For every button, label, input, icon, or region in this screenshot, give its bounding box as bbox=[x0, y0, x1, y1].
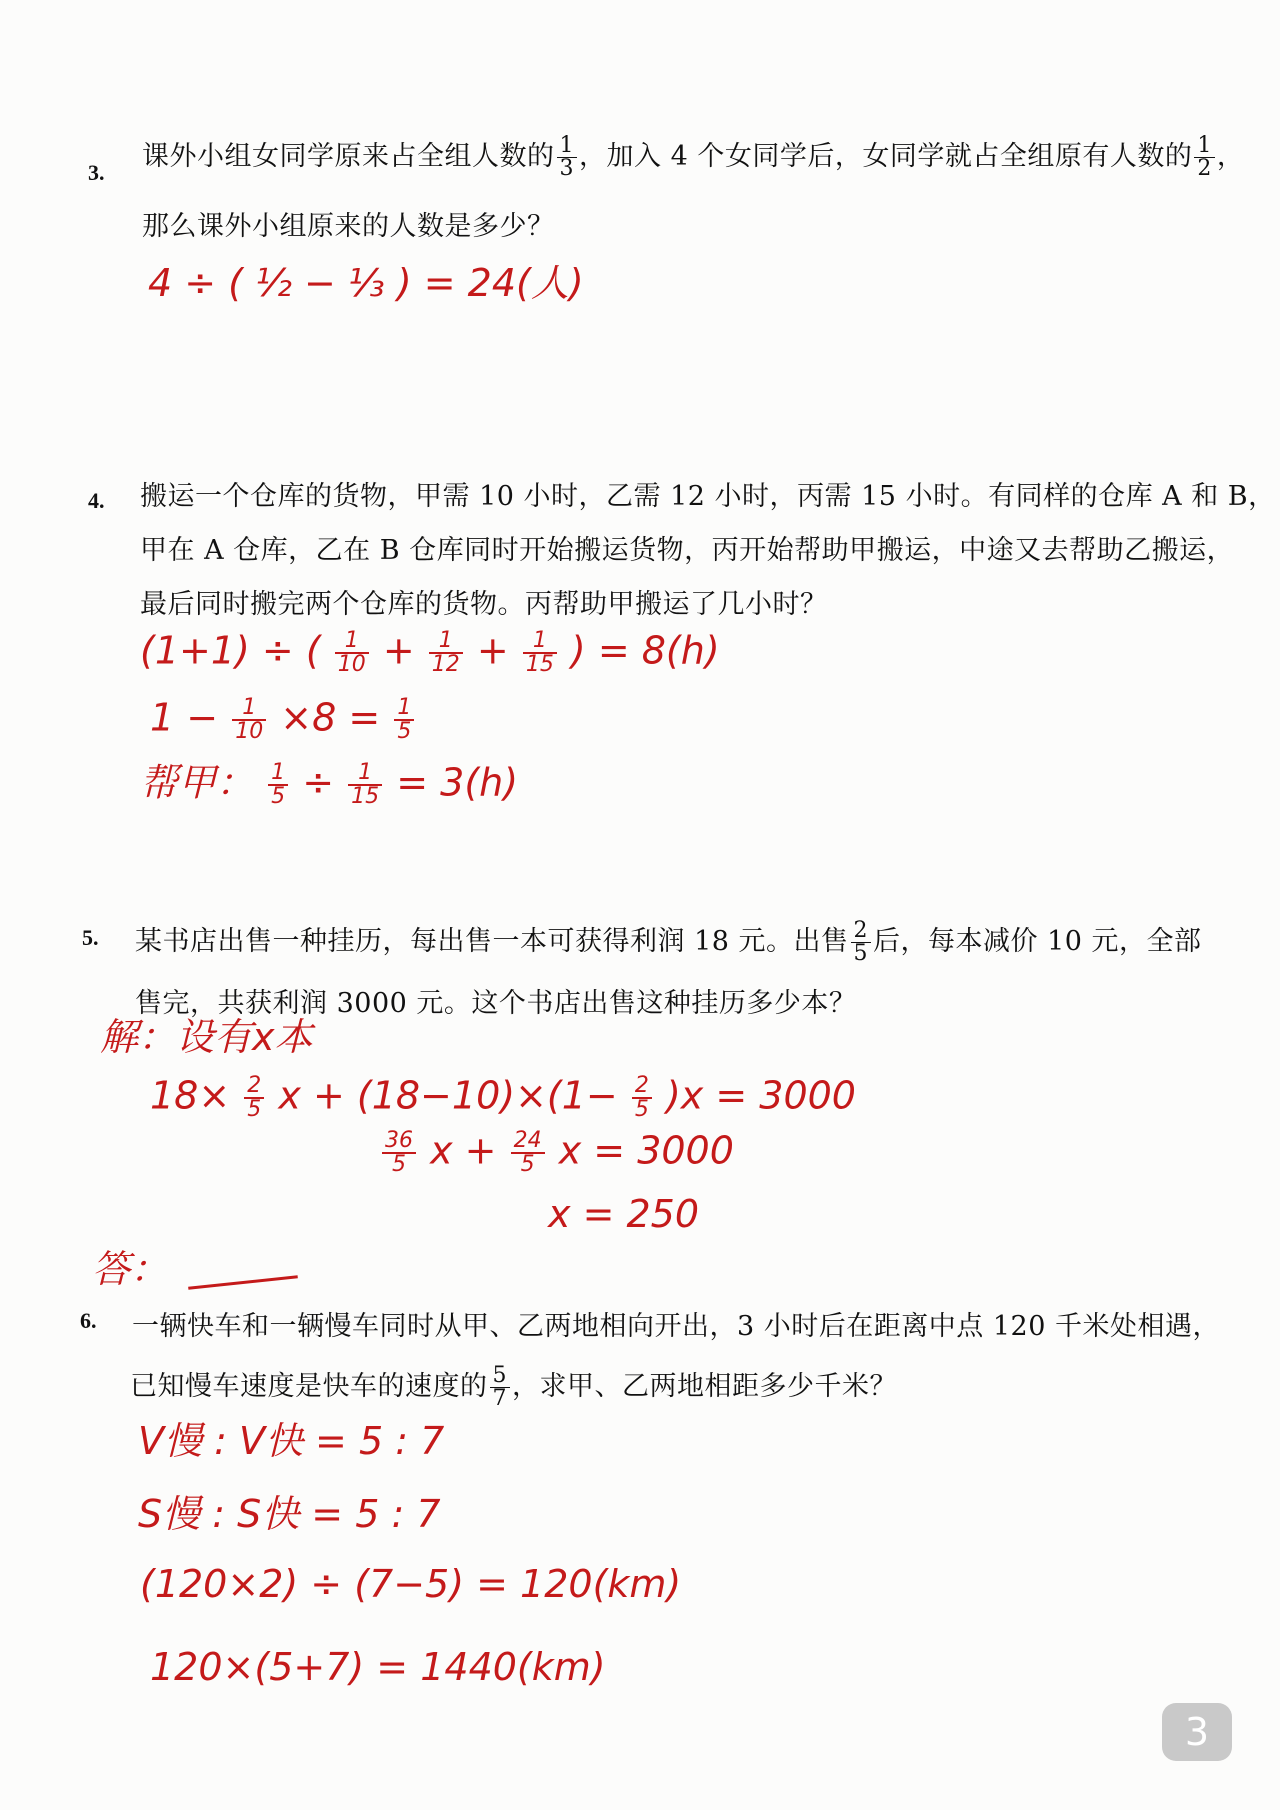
q6-number: 6. bbox=[80, 1308, 97, 1333]
q3-text-line2: 那么课外小组原来的人数是多少？ bbox=[142, 211, 555, 242]
q5-text-line2: 售完，共获利润 3000 元。这个书店出售这种挂历多少本？ bbox=[135, 988, 857, 1019]
q6-text-line2: 已知慢车速度是快车的速度的 $\frac{5}{7}$ ，求甲、乙两地相距多少千米？ bbox=[130, 1363, 897, 1411]
q4-handwritten-step3: 帮甲： $\frac{1}{5}$ ÷ $\frac{1}{15}$ = 3(h) bbox=[140, 760, 519, 809]
q6-handwritten-speed-ratio: V慢 : V快 = 5 : 7 bbox=[138, 1419, 445, 1463]
q3-handwritten-answer: 4 ÷ ( ½ − ⅓ ) = 24(人) bbox=[148, 261, 584, 305]
q3-text-line1: 课外小组女同学原来占全组人数的 $\frac{1}{3}$ ，加入 4 个女同学后，女同学就占全组原有人数的 $\frac{1}{2}$ ， bbox=[142, 133, 1245, 181]
q6-fraction-five-sevenths: $\frac{5}{7}$ bbox=[490, 1365, 511, 1410]
page-number-badge: 3 bbox=[1162, 1703, 1232, 1761]
q5-handwritten-answer-label: 答： bbox=[92, 1247, 169, 1291]
q5-handwritten-simplified: $\frac{36}{5}$ x + $\frac{24}{5}$ x = 3000 bbox=[380, 1130, 734, 1176]
q4-number: 4. bbox=[88, 488, 105, 513]
q5-handwritten-let: 解：设有x本 bbox=[100, 1015, 313, 1059]
q4-handwritten-step2: 1 − $\frac{1}{10}$ ×8 = $\frac{1}{5}$ bbox=[150, 697, 416, 743]
q5-handwritten-solution: x = 250 bbox=[548, 1192, 700, 1236]
q6-handwritten-step2: 120×(5+7) = 1440(km) bbox=[150, 1645, 606, 1689]
q5-answer-underline bbox=[188, 1275, 298, 1289]
q5-number: 5. bbox=[82, 925, 99, 950]
q4-text-line3: 最后同时搬完两个仓库的货物。丙帮助甲搬运了几小时？ bbox=[140, 589, 828, 620]
q5-text-line1: 某书店出售一种挂历，每出售一本可获得利润 18 元。出售 $\frac{2}{5}$ 后，每本减价 10 元，全部 bbox=[135, 918, 1202, 966]
q6-text-line1: 一辆快车和一辆慢车同时从甲、乙两地相向开出，3 小时后在距离中点 120 千米处相遇， bbox=[132, 1311, 1220, 1342]
q5-fraction-two-fifths: $\frac{2}{5}$ bbox=[851, 920, 872, 965]
q4-handwritten-step1: (1+1) ÷ ( $\frac{1}{10}$ + $\frac{1}{12}$ + $\frac{1}{15}$ ) = 8(h) bbox=[140, 628, 720, 677]
q5-handwritten-equation: 18× $\frac{2}{5}$ x + (18−10)×(1− $\frac{2}{5}$ )x = 3000 bbox=[150, 1073, 856, 1122]
q6-handwritten-step1: (120×2) ÷ (7−5) = 120(km) bbox=[140, 1562, 682, 1606]
q3-fraction-one-third: $\frac{1}{3}$ bbox=[557, 135, 578, 180]
q4-text-line1: 搬运一个仓库的货物，甲需 10 小时，乙需 12 小时，丙需 15 小时。有同样的仓库 A 和 B， bbox=[140, 481, 1276, 512]
q4-text-line2: 甲在 A 仓库，乙在 B 仓库同时开始搬运货物，丙开始帮助甲搬运，中途又去帮助乙搬运， bbox=[140, 535, 1235, 566]
q3-number: 3. bbox=[88, 160, 105, 185]
q6-handwritten-distance-ratio: S慢 : S快 = 5 : 7 bbox=[138, 1492, 441, 1536]
q3-fraction-one-half: $\frac{1}{2}$ bbox=[1194, 135, 1215, 180]
